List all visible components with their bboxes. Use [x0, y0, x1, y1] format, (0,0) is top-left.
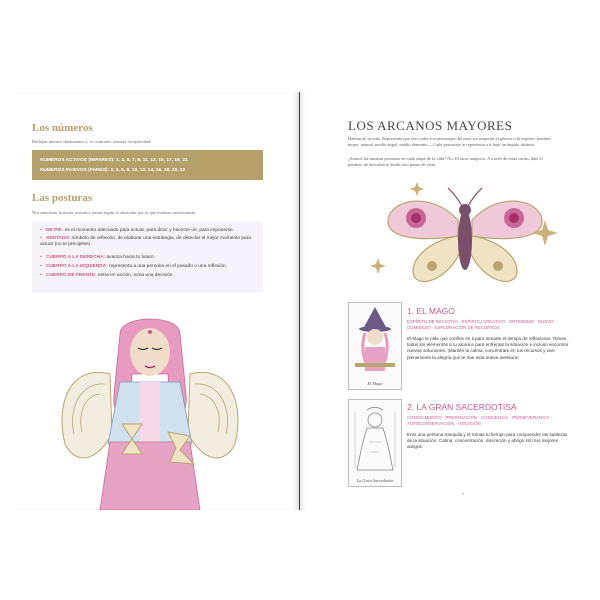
posture-item: • CUERPO A LA DERECHA: avanza hacia tu futuro.: [40, 255, 156, 260]
posture-item: • DE PIE: es el momento adecuado para actuar, para decir y hacerse oír, para imponerse.: [40, 228, 234, 233]
intro-paragraph-2: ¿Somos las mismas personas en cada etapa de la vida? No. El tarot tampoco. A través de estas cartas, date el permiso de descubrirte desde otro punto de vista.: [348, 156, 543, 167]
page-title: LOS ARCANOS MAYORES: [348, 118, 513, 133]
left-wing-icon: [62, 372, 112, 457]
right-page: [300, 92, 590, 510]
posture-item: • CUERPO DE FRENTE: entra en acción, toma una decisión.: [40, 273, 174, 278]
intro-paragraph-1: Hablan de tu vida. Representa que eres todos los personajes del tarot sin importar el género o la especie: hombre, mujer, animal, medio ángel, medio demonio.... Cada personaje te representa a ti bajo un ángulo distinto.: [348, 136, 552, 147]
postures-box: [32, 222, 263, 293]
winged-girl-illustration: [50, 314, 250, 510]
numbers-heading: Los números: [32, 122, 93, 134]
bullet-icon: •: [40, 264, 42, 269]
arcana-title: 2. LA GRAN SACERDOTISA: [407, 402, 517, 412]
arcana-description: Eres una persona tranquila y te tomas tu tiempo para comprender las sutilezas de la situación. Calma, concentración, discreción y abrigo son tus mejores amigos.: [407, 432, 568, 450]
arcana-description: El Mago te pide que confíes en ti para tomarte el tiempo de reflexionar. Tienes todos los elementos a tu alcance para enfrentar la situación e incluso encontrar nuevas soluciones. ¡Mantén la calma, concéntrate en tus recursos y vive plenamente la alegría que te trae esta nueva aventura!: [407, 336, 569, 360]
posture-item: • SENTADO: símbolo de reflexión, de elaborar una estrategia, de detectar el mejor momento para actuar (no te precipites).: [40, 236, 251, 248]
page-number: 6: [462, 491, 465, 496]
card-caption: El Mago: [367, 381, 383, 386]
postures-heading: Las posturas: [32, 192, 93, 204]
priestess-card-illustration: [349, 402, 401, 474]
arcana-keywords: CONOCIMIENTO · PREPARACIÓN · CONCIENCIA · PERSEVERANCIA · AUTOCONSERVACIÓN · INTUICIÓN: [407, 415, 552, 426]
arcana-title: 1. EL MAGO: [407, 306, 455, 316]
bullet-icon: •: [40, 255, 42, 260]
bullet-icon: •: [40, 228, 42, 233]
numbers-passive: NUMEROS PASIVOS (PARES): 2, 4, 6, 8, 10, 12, 14, 16, 18, 20, 22: [40, 168, 186, 173]
moth-illustration: [370, 180, 560, 292]
numbers-intro: Reflejan nuestro dinamismo o, lo contrario, nuestra receptividad:: [32, 139, 152, 144]
magician-card-illustration: [349, 305, 401, 377]
left-page: [10, 92, 299, 510]
card-caption: La Gran Sacerdotisa: [356, 478, 394, 483]
tarot-card-magician: [348, 302, 402, 390]
posture-item: • CUERPO A LA IZQUIERDA: representa a una persona en el pasado o una reflexión.: [40, 264, 228, 269]
bullet-icon: •: [40, 236, 42, 241]
numbers-box: [32, 150, 263, 180]
arcana-keywords: ESPÍRITU DE INICIATIVA · ESPÍRITU CREATIVO · OPTIMISMO · NUEVO COMIENZO · EXPLORACIÓN DE RECURSOS: [407, 319, 554, 330]
book-spread: [10, 92, 590, 510]
numbers-active: NUMEROS ACTIVOS (IMPARES): 1, 3, 5, 7, 9, 11, 13, 15, 17, 19, 21: [40, 158, 188, 163]
right-wing-icon: [188, 372, 238, 457]
bullet-icon: •: [40, 273, 42, 278]
tarot-card-high-priestess: [348, 399, 402, 487]
postures-intro: Nos muestran la mejor actitud a tomar según la situación por la que estamos atravesando:: [32, 210, 197, 215]
